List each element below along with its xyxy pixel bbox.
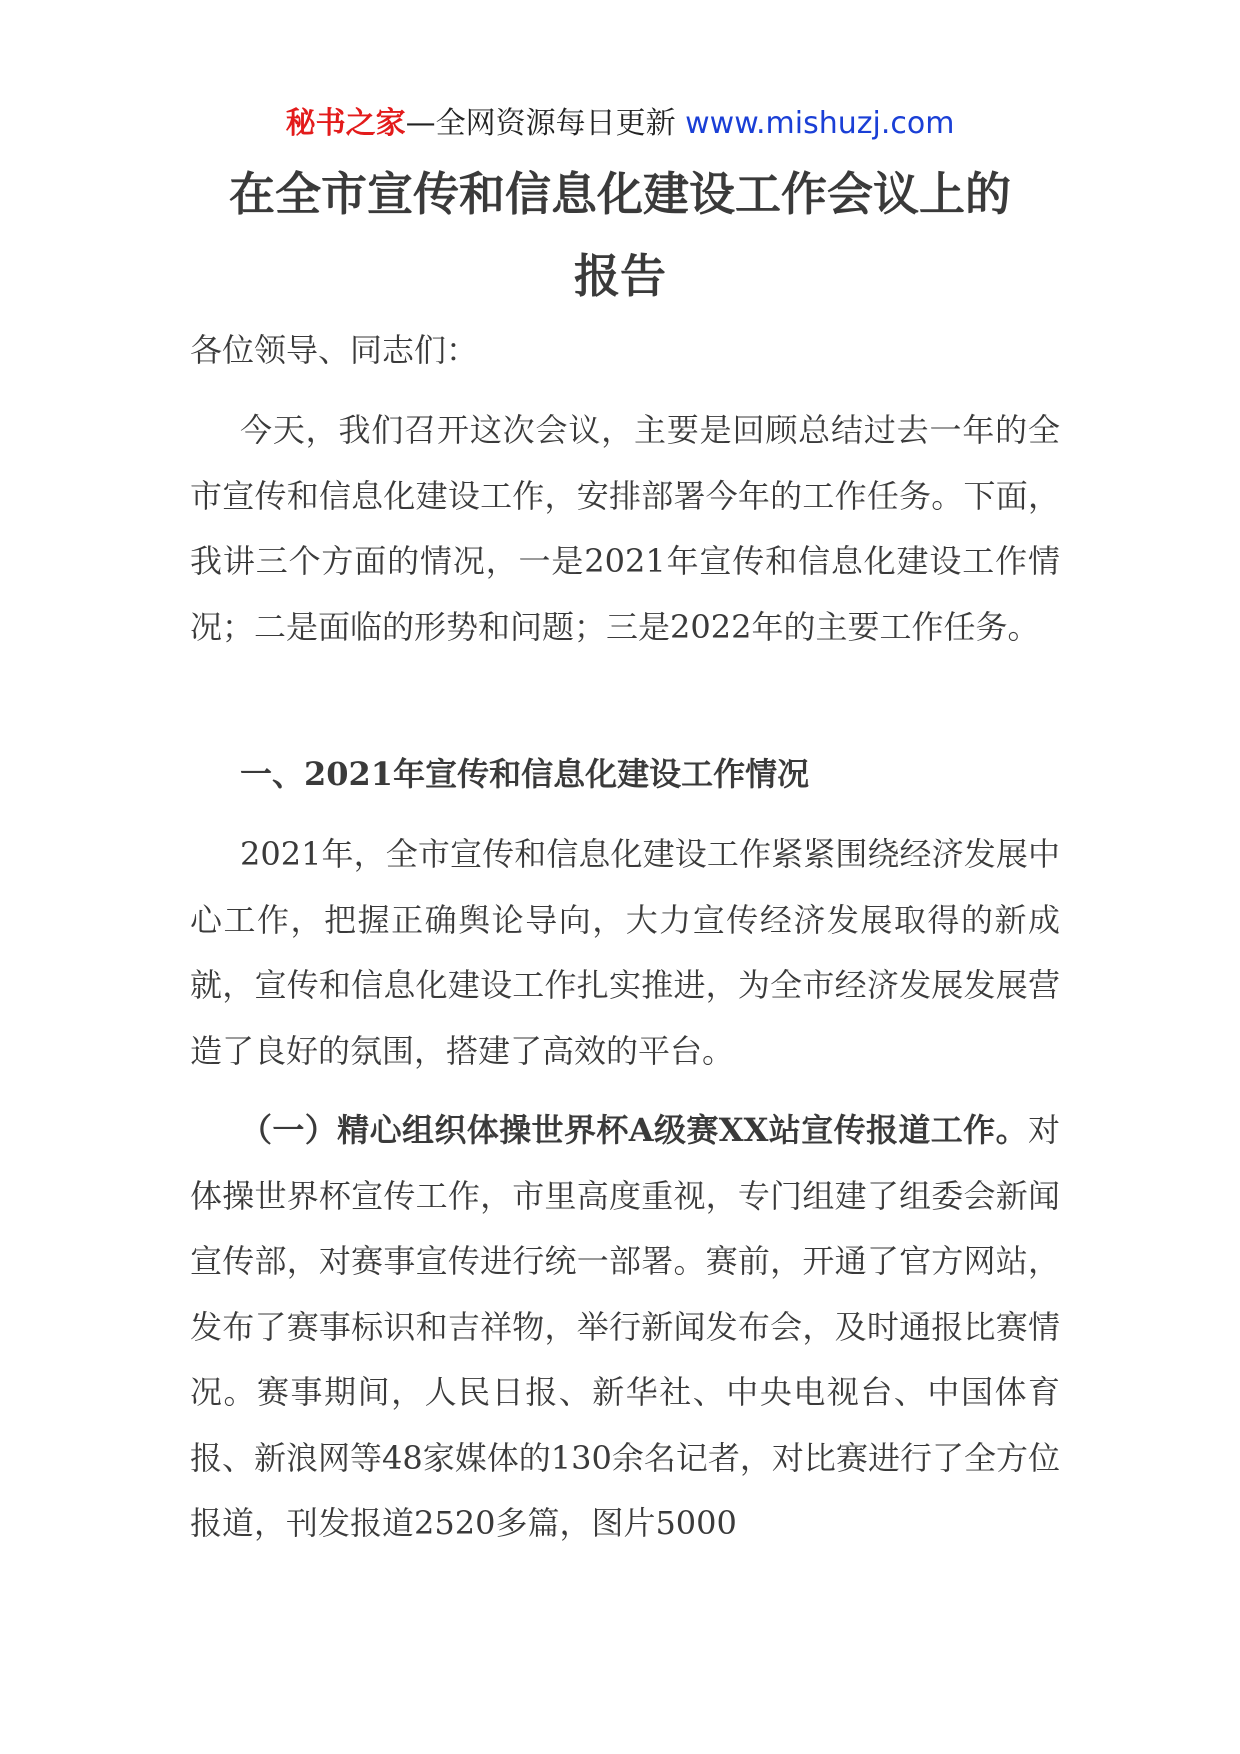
paragraph-2021-summary: 2021年，全市宣传和信息化建设工作紧紧围绕经济发展中心工作，把握正确舆论导向，大力宣传经济发展取得的新成就，宣传和信息化建设工作扎实推进，为全市经济发展发展营造了良好的氛围，搭建了高效的平台。 [190, 835, 1060, 1070]
header-slogan: —全网资源每日更新 [405, 106, 676, 141]
greeting: 各位领导、同志们： [190, 331, 479, 369]
subsection-heading-1: （一）精心组织体操世界杯A级赛XX站宣传报道工作。 [240, 1111, 1028, 1149]
document-title-line2: 报告 [574, 249, 666, 303]
brand-name: 秘书之家 [285, 106, 406, 141]
paragraph-intro: 今天，我们召开这次会议，主要是回顾总结过去一年的全市宣传和信息化建设工作，安排部署今年的工作任务。下面，我讲三个方面的情况，一是2021年宣传和信息化建设工作情况；二是面临的形势和问题；三是2022年的主要工作任务。 [190, 411, 1060, 646]
section-heading-1: 一、2021年宣传和信息化建设工作情况 [240, 755, 810, 793]
paragraph-gymnastics [190, 1098, 1060, 1557]
site-header [0, 100, 1240, 148]
subsection-body: 对体操世界杯宣传工作，市里高度重视，专门组建了组委会新闻宣传部，对赛事宣传进行统一部署。赛前，开通了官方网站，发布了赛事标识和吉祥物，举行新闻发布会，及时通报比赛情况。赛事期间，人民日报、新华社、中央电视台、中国体育报、新浪网等48家媒体的130余名记者，对比赛进行了全方位报道，刊发报道2520多篇，图片5000 [190, 1111, 1060, 1542]
document-title-line1: 在全市宣传和信息化建设工作会议上的 [229, 167, 1011, 221]
website-link[interactable]: www.mishuzj.com [685, 106, 955, 141]
